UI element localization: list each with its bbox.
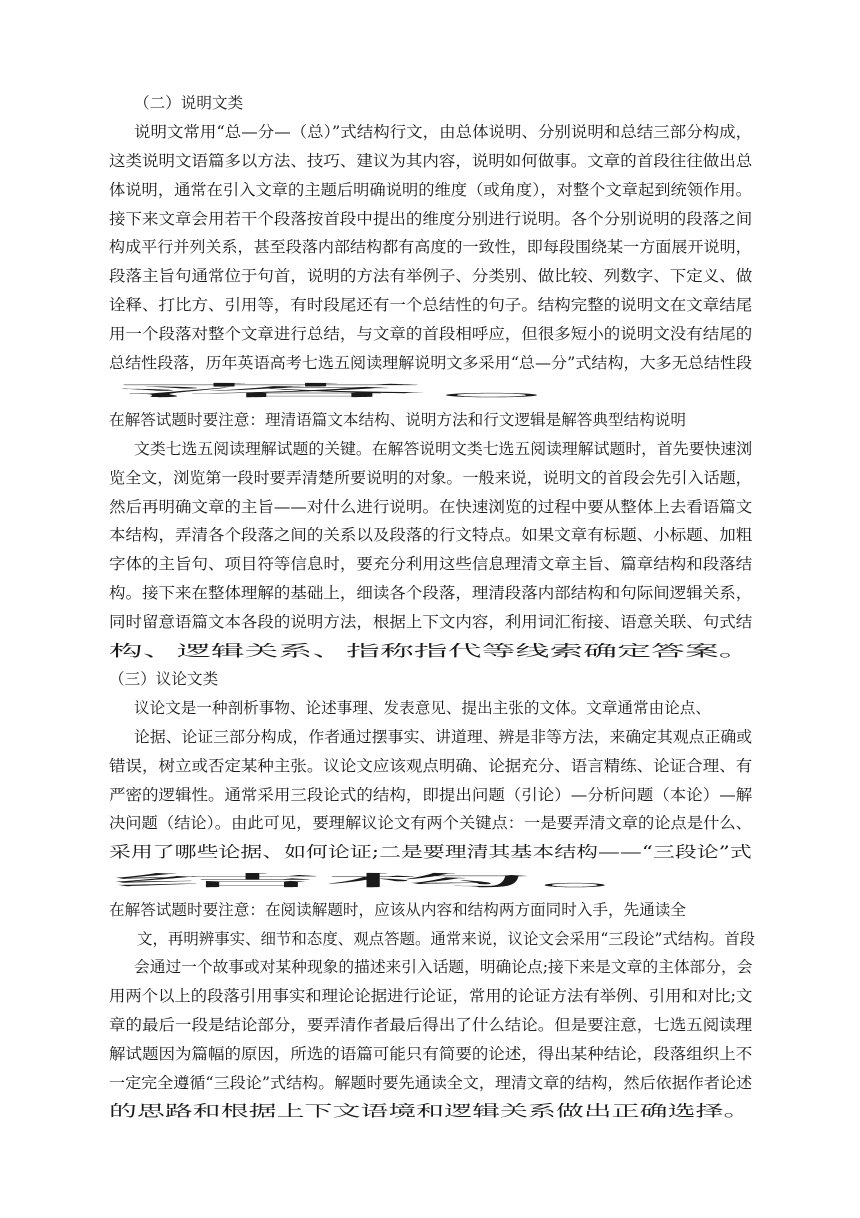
paragraph-line: 览全文，浏览第一段时要弄清楚所要说明的对象。一般来说，说明文的首段会先引入话题，: [109, 469, 752, 487]
paragraph-line: 总结性段落，历年英语高考七选五阅读理解说明文多采用“总—分”式结构，大多无总结性段: [109, 354, 753, 372]
paragraph-line: 决问题（结论）。由此可见，要理解议论文有两个关键点：一是要弄清文章的论点是什么、: [109, 814, 752, 832]
paragraph-line: 文类七选五阅读理解试题的关键。在解答说明文类七选五阅读理解试题时，首先要快速浏: [134, 440, 753, 458]
paragraph-line: 段落主旨句通常位于句首，说明的方法有举例子、分类别、做比较、列数字、下定义、做: [109, 267, 753, 285]
paragraph-line: 用两个以上的段落引用事实和理论论据进行论证，常用的论证方法有举例、引用和对比;文: [109, 987, 753, 1005]
paragraph-line: 字体的主旨句、项目符等信息时，要充分利用这些信息理清文章主旨、篇章结构和段落结: [109, 555, 753, 573]
paragraph-line: 采用了哪些论据、如何论证;二是要理清其基本结构——“三段论”式: [109, 843, 752, 861]
paragraph-line: 构。接下来在整体理解的基础上，细读各个段落，理清段落内部结构和句际间逻辑关系，: [109, 584, 753, 602]
paragraph-line: 章的最后一段是结论部分，要弄清作者最后得出了什么结论。但是要注意，七选五阅读理: [109, 1016, 753, 1034]
paragraph-line: 在解答试题时要注意：在阅读解题时，应该从内容和结构两方面同时入手，先通读全: [109, 901, 686, 919]
paragraph-line: 在解答试题时要注意：理清语篇文本结构、说明方法和行文逻辑是解答典型结构说明: [109, 411, 686, 429]
paragraph-line: 构、逻辑关系、指称指代等线索确定答案。: [109, 642, 753, 660]
paragraph-line: 诠释、打比方、引用等，有时段尾还有一个总结性的句子。结构完整的说明文在文章结尾: [109, 296, 753, 314]
paragraph-line: 一定完全遵循“三段论”式结构。解题时要先通读全文，理清文章的结构，然后依据作者论述: [109, 1074, 753, 1092]
paragraph-line: 说明文常用“总—分—（总）”式结构行文，由总体说明、分别说明和总结三部分构成，: [134, 123, 753, 141]
paragraph-line: 接下来文章会用若干个段落按首段中提出的维度分别进行说明。各个分别说明的段落之间: [109, 210, 753, 228]
section-heading-argumentative: 议论文是一种剖析事物、论述事理、发表意见、提出主张的文体。文章通常由论点、: [134, 699, 711, 717]
paragraph-line: 结构。: [109, 872, 750, 890]
paragraph-line: 论据、论证三部分构成，作者通过摆事实、讲道理、辨是非等方法，来确定其观点正确或: [134, 728, 753, 746]
paragraph-line: （三）议论文类: [109, 670, 219, 688]
paragraph-line: 然后再明确文章的主旨——对什么进行说明。在快速浏览的过程中要从整体上去看语篇文: [109, 498, 753, 516]
paragraph-line: 会通过一个故事或对某种现象的描述来引入话题，明确论点;接下来是文章的主体部分，会: [134, 958, 753, 976]
paragraph-line: 落。: [109, 382, 757, 400]
paragraph-line: 这类说明文语篇多以方法、技巧、建议为其内容，说明如何做事。文章的首段往往做出总: [109, 152, 753, 170]
paragraph-line: 解试题因为篇幅的原因，所选的语篇可能只有简要的论述，得出某种结论，段落组织上不: [109, 1045, 753, 1063]
paragraph-line: 体说明，通常在引入文章的主题后明确说明的维度（或角度），对整个文章起到统领作用。: [109, 181, 752, 199]
paragraph-line: 文，再明辨事实、细节和态度、观点答题。通常来说，议论文会采用“三段论”式结构。首段: [136, 930, 756, 948]
paragraph-line: 错误，树立或否定某种主张。议论文应该观点明确、论据充分、语言精练、论证合理、有: [109, 757, 753, 775]
paragraph-line: 严密的逻辑性。通常采用三段论式的结构，即提出问题（引论）—分析问题（本论）—解: [109, 786, 753, 804]
paragraph-line: 本结构，弄清各个段落之间的关系以及段落的行文特点。如果文章有标题、小标题、加粗: [109, 526, 753, 544]
paragraph-line: 用一个段落对整个文章进行总结，与文章的首段相呼应，但很多短小的说明文没有结尾的: [109, 325, 753, 343]
paragraph-line: 的思路和根据上下文语境和逻辑关系做出正确选择。: [109, 1102, 752, 1120]
paragraph-line: 同时留意语篇文本各段的说明方法，根据上下文内容，利用词汇衔接、语意关联、句式结: [109, 613, 753, 631]
section-heading-expository: （二）说明文类: [134, 94, 244, 112]
paragraph-line: 构成平行并列关系，甚至段落内部结构都有高度的一致性，即每段围绕某一方面展开说明，: [109, 238, 752, 256]
